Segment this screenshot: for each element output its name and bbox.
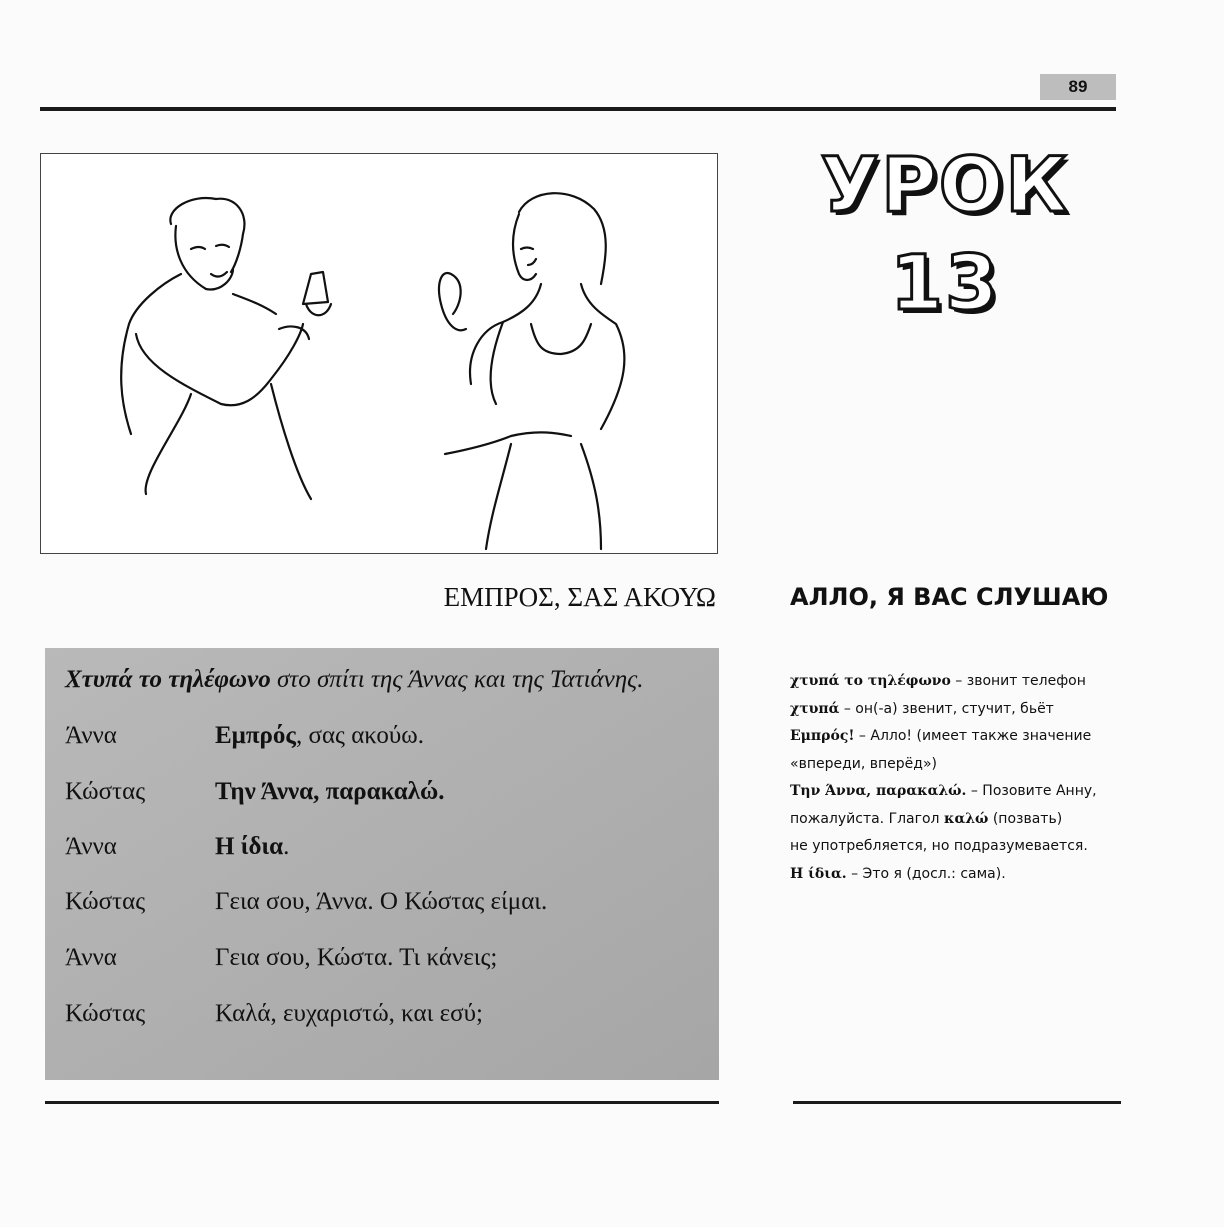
speaker: Κώστας xyxy=(65,778,146,805)
phone-call-illustration xyxy=(41,154,717,553)
vocab-line: не употребляется, но подразумевается. xyxy=(790,838,1088,854)
footer-rule-left xyxy=(45,1101,719,1104)
header-rule xyxy=(40,107,1116,111)
vocab-line: Την Άννα, παρακαλώ. – Позовите Анну, xyxy=(790,783,1097,799)
dialog-line: Εμπρός, σας ακούω. xyxy=(215,722,424,749)
russian-title: АЛЛО, Я ВАС СЛУШАЮ xyxy=(790,583,1109,611)
speaker: Κώστας xyxy=(65,1000,146,1027)
speaker: Άννα xyxy=(65,833,117,860)
dialog-line: Την Άννα, παρακαλώ. xyxy=(215,778,445,805)
vocab-line: пожалуйста. Глагол καλώ (позвать) xyxy=(790,810,1063,827)
lesson-number: 13 xyxy=(890,238,1000,327)
dialog-line: Γεια σου, Άννα. Ο Κώστας είμαι. xyxy=(215,888,548,915)
speaker: Άννα xyxy=(65,722,117,749)
woman-figure xyxy=(439,193,624,549)
speaker: Άννα xyxy=(65,944,117,971)
intro-bold: Χτυπά το τηλέφωνο xyxy=(65,666,271,693)
dialog-intro xyxy=(65,666,644,694)
intro-rest: στο σπίτι της Άννας και της Τατιάνης. xyxy=(270,666,644,693)
vocab-line: Η ίδια. – Это я (досл.: сама). xyxy=(790,865,1006,882)
lesson-label: УРОК xyxy=(820,140,1070,229)
speaker: Κώστας xyxy=(65,888,146,915)
vocab-line: «впереди, вперёд») xyxy=(790,755,937,772)
footer-rule-right xyxy=(793,1101,1121,1104)
man-figure xyxy=(121,198,331,499)
illustration-frame xyxy=(40,153,718,554)
dialog-line: Καλά, ευχαριστώ, και εσύ; xyxy=(215,1000,483,1027)
dialog-panel xyxy=(45,648,719,1080)
vocabulary-notes xyxy=(790,668,1120,888)
vocab-line: Εμπρός! – Алло! (имеет также значение xyxy=(790,728,1092,744)
vocab-line: χτυπά το τηλέφωνο – звонит телефон xyxy=(790,673,1086,689)
vocab-line: χτυπά – он(-а) звенит, стучит, бьёт xyxy=(790,700,1054,717)
page-number: 89 xyxy=(1040,74,1116,100)
dialog-line: Γεια σου, Κώστα. Τι κάνεις; xyxy=(215,944,498,971)
dialog-line: Η ίδια. xyxy=(215,833,290,860)
greek-title: ΕΜΠΡΟΣ, ΣΑΣ ΑΚΟΥΩ xyxy=(443,582,716,612)
